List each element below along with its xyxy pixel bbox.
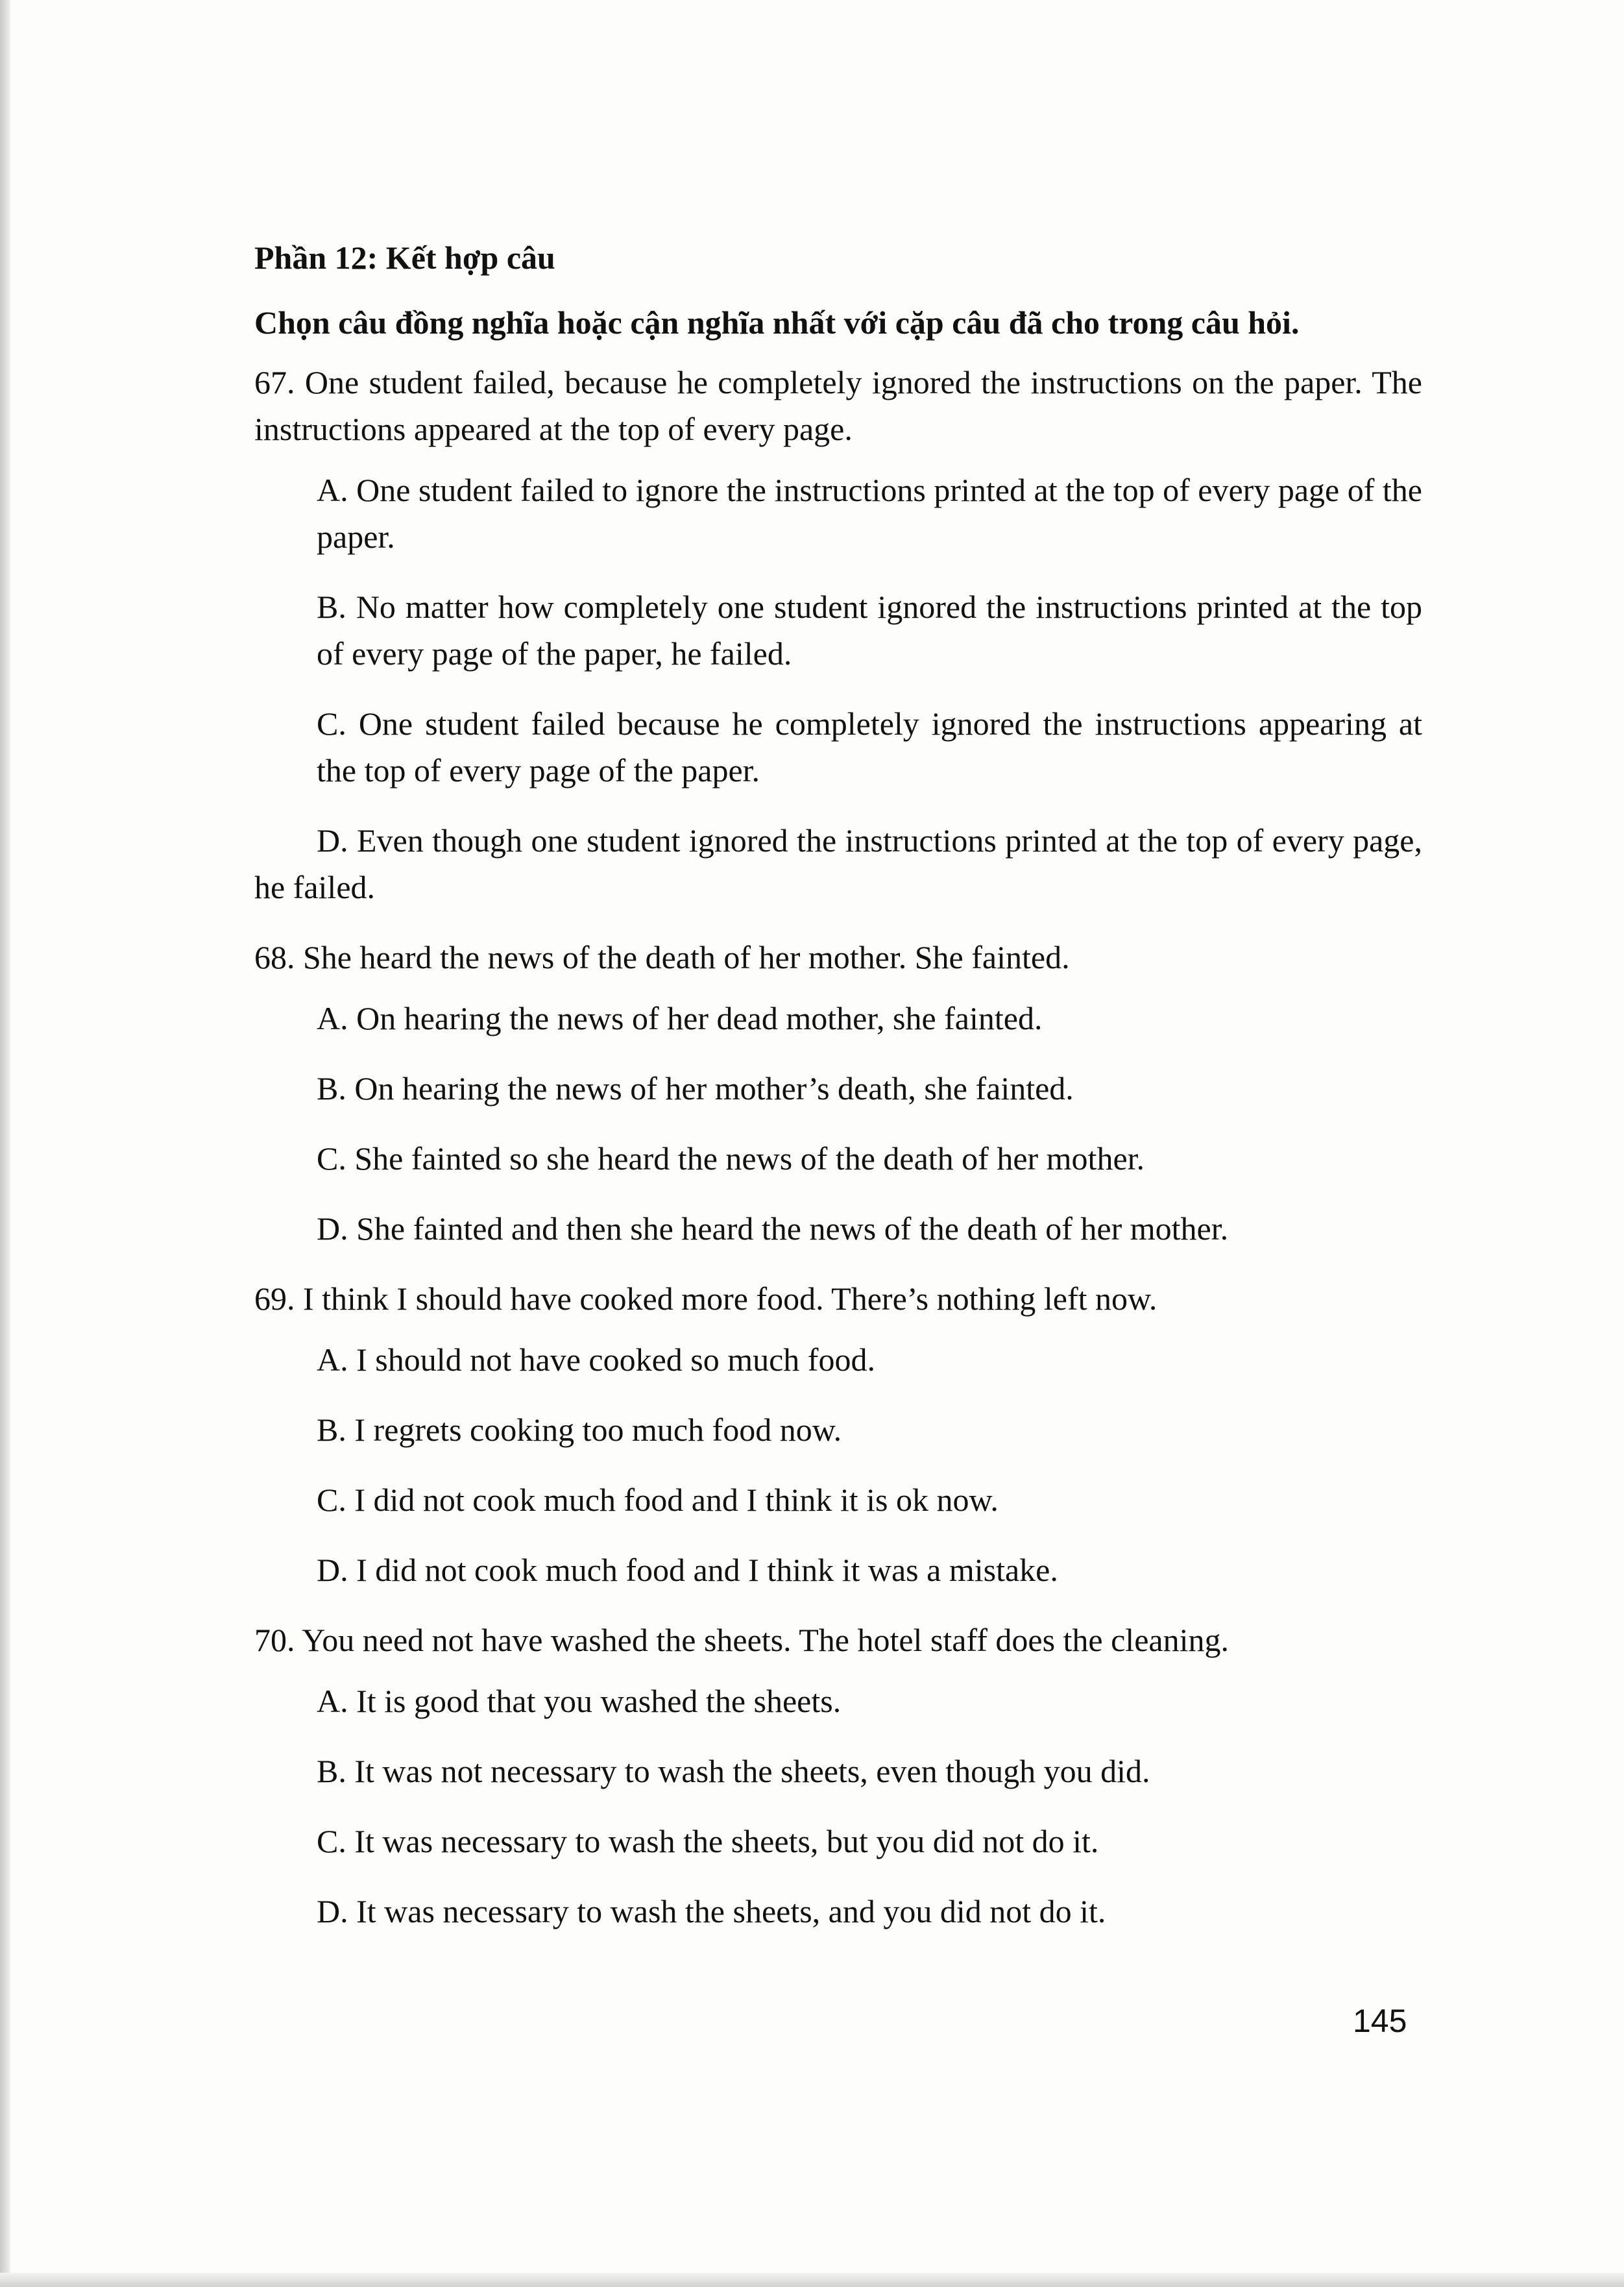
- question-67: [254, 359, 1422, 911]
- option-a: A. I should not have cooked so much food.: [317, 1341, 875, 1378]
- option-d: D. I did not cook much food and I think it was a mistake.: [317, 1552, 1058, 1588]
- option-c: C. It was necessary to wash the sheets, but you did not do it.: [317, 1823, 1099, 1859]
- page-content: [254, 237, 1422, 1958]
- section-instruction: Chọn câu đồng nghĩa hoặc cận nghĩa nhất với cặp câu đã cho trong câu hỏi.: [254, 304, 1300, 341]
- option-b: B. No matter how completely one student ignored the instructions printed at the top of every page of the paper, he failed.: [317, 589, 1422, 672]
- option-d: D. It was necessary to wash the sheets, and you did not do it.: [317, 1893, 1106, 1929]
- question-stem: 70. You need not have washed the sheets. The hotel staff does the cleaning.: [254, 1622, 1229, 1658]
- option-c: C. She fainted so she heard the news of the death of her mother.: [317, 1140, 1145, 1177]
- option-b: B. On hearing the news of her mother’s death, she fainted.: [317, 1070, 1074, 1107]
- question-stem: 69. I think I should have cooked more food. There’s nothing left now.: [254, 1280, 1157, 1317]
- section-title: Phần 12: Kết hợp câu: [254, 239, 555, 276]
- question-69: [254, 1275, 1422, 1593]
- page-left-edge-shadow: [0, 0, 10, 2287]
- option-a: A. One student failed to ignore the instructions printed at the top of every page of the paper.: [317, 472, 1422, 555]
- option-c: C. I did not cook much food and I think it is ok now.: [317, 1482, 999, 1518]
- option-c: C. One student failed because he completely ignored the instructions appearing at the top of every page of the paper.: [317, 705, 1422, 789]
- option-d: D. She fainted and then she heard the news of the death of her mother.: [317, 1210, 1229, 1247]
- question-stem: 67. One student failed, because he completely ignored the instructions on the paper. The instructions appeared at the top of every page.: [254, 364, 1422, 447]
- question-68: [254, 934, 1422, 1252]
- question-70: [254, 1617, 1422, 1935]
- question-stem: 68. She heard the news of the death of her mother. She fainted.: [254, 939, 1070, 975]
- option-d: D. Even though one student ignored the instructions printed at the top of every page, he failed.: [254, 822, 1422, 905]
- page-number: 145: [1353, 2003, 1407, 2039]
- option-a: A. It is good that you washed the sheets.: [317, 1683, 842, 1719]
- option-b: B. It was not necessary to wash the sheets, even though you did.: [317, 1753, 1150, 1789]
- option-a: A. On hearing the news of her dead mother, she fainted.: [317, 1000, 1043, 1036]
- option-b: B. I regrets cooking too much food now.: [317, 1412, 842, 1448]
- page-bottom-edge-shadow: [0, 2273, 1624, 2287]
